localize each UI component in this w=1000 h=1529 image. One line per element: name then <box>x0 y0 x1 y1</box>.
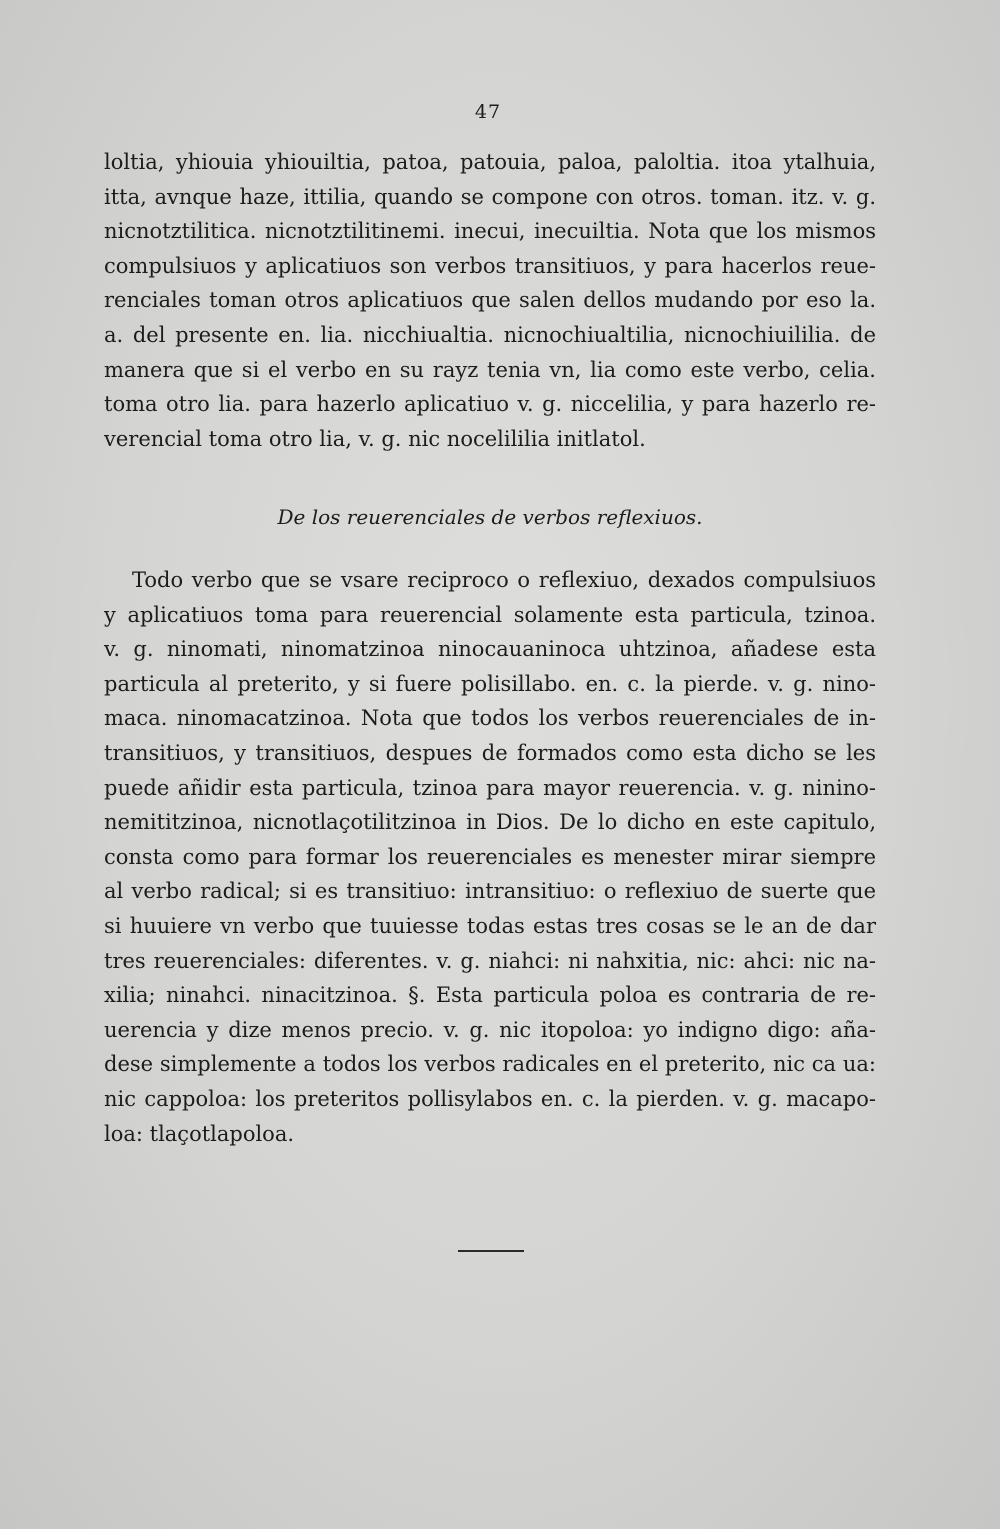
text-line: transitiuos, y transitiuos, despues de formados como esta dicho se les <box>104 740 876 765</box>
text-line: consta como para formar los reuerenciales es menester mirar siempre <box>104 844 876 869</box>
text-line: toma otro lia. para hazerlo aplicatiuo v. g. niccelilia, y para hazerlo re- <box>104 392 876 417</box>
section-heading: De los reuerenciales de verbos reflexiuos. <box>277 505 703 529</box>
text-line: al verbo radical; si es transitiuo: intransitiuo: o reflexiuo de suerte que <box>104 879 876 904</box>
text-line: Todo verbo que se vsare reciproco o reflexiuo, dexados compulsiuos <box>132 568 876 592</box>
text-line: loltia, yhiouia yhiouiltia, patoa, patouia, paloa, paloltia. itoa ytalhuia, <box>104 150 876 174</box>
text-line: tres reuerenciales: diferentes. v. g. niahci: ni nahxitia, nic: ahci: nic na- <box>104 948 876 973</box>
text-line: compulsiuos y aplicatiuos son verbos transitiuos, y para hacerlos reue- <box>104 253 876 278</box>
text-line: dese simplemente a todos los verbos radicales en el preterito, nic ca ua: <box>104 1052 876 1077</box>
paragraph-reflexive-verbs <box>104 563 876 1151</box>
text-line: renciales toman otros aplicatiuos que salen dellos mudando por eso la. <box>104 288 876 313</box>
text-line: itta, avnque haze, ittilia, quando se compone con otros. toman. itz. v. g. <box>104 184 876 209</box>
text-line: uerencia y dize menos precio. v. g. nic itopoloa: yo indigno digo: aña- <box>104 1017 876 1042</box>
text-line: puede añidir esta particula, tzinoa para mayor reuerencia. v. g. ninino- <box>104 775 876 800</box>
text-line: xilia; ninahci. ninacitzinoa. §. Esta particula poloa es contraria de re- <box>104 983 876 1008</box>
text-line: nic cappoloa: los preteritos pollisylabos en. c. la pierden. v. g. macapo- <box>104 1086 876 1111</box>
text-line: nemititzinoa, nicnotlaçotilitzinoa in Dios. De lo dicho en este capitulo, <box>104 810 876 835</box>
text-line: nicnotztilitica. nicnotztilitinemi. inecui, inecuiltia. Nota que los mismos <box>104 219 876 244</box>
text-line: loa: tlaçotlapoloa. <box>104 1121 295 1146</box>
end-rule-divider <box>458 1250 524 1252</box>
text-line: maca. ninomacatzinoa. Nota que todos los verbos reuerenciales de in- <box>104 706 876 731</box>
text-line: a. del presente en. lia. nicchiualtia. nicnochiualtilia, nicnochiuililia. de <box>104 322 876 347</box>
page-number: 47 <box>474 101 502 123</box>
text-line: verencial toma otro lia, v. g. nic nocelililia initlatol. <box>104 426 646 451</box>
paragraph-reverential-verbs <box>104 145 876 456</box>
text-line: si huuiere vn verbo que tuuiesse todas estas tres cosas se le an de dar <box>104 913 876 938</box>
text-line: manera que si el verbo en su rayz tenia vn, lia como este verbo, celia. <box>104 357 876 382</box>
text-line: v. g. ninomati, ninomatzinoa ninocauaninoca uhtzinoa, añadese esta <box>104 637 876 662</box>
text-line: y aplicatiuos toma para reuerencial solamente esta particula, tzinoa. <box>104 602 876 627</box>
text-line: particula al preterito, y si fuere polisillabo. en. c. la pierde. v. g. nino- <box>104 671 876 696</box>
